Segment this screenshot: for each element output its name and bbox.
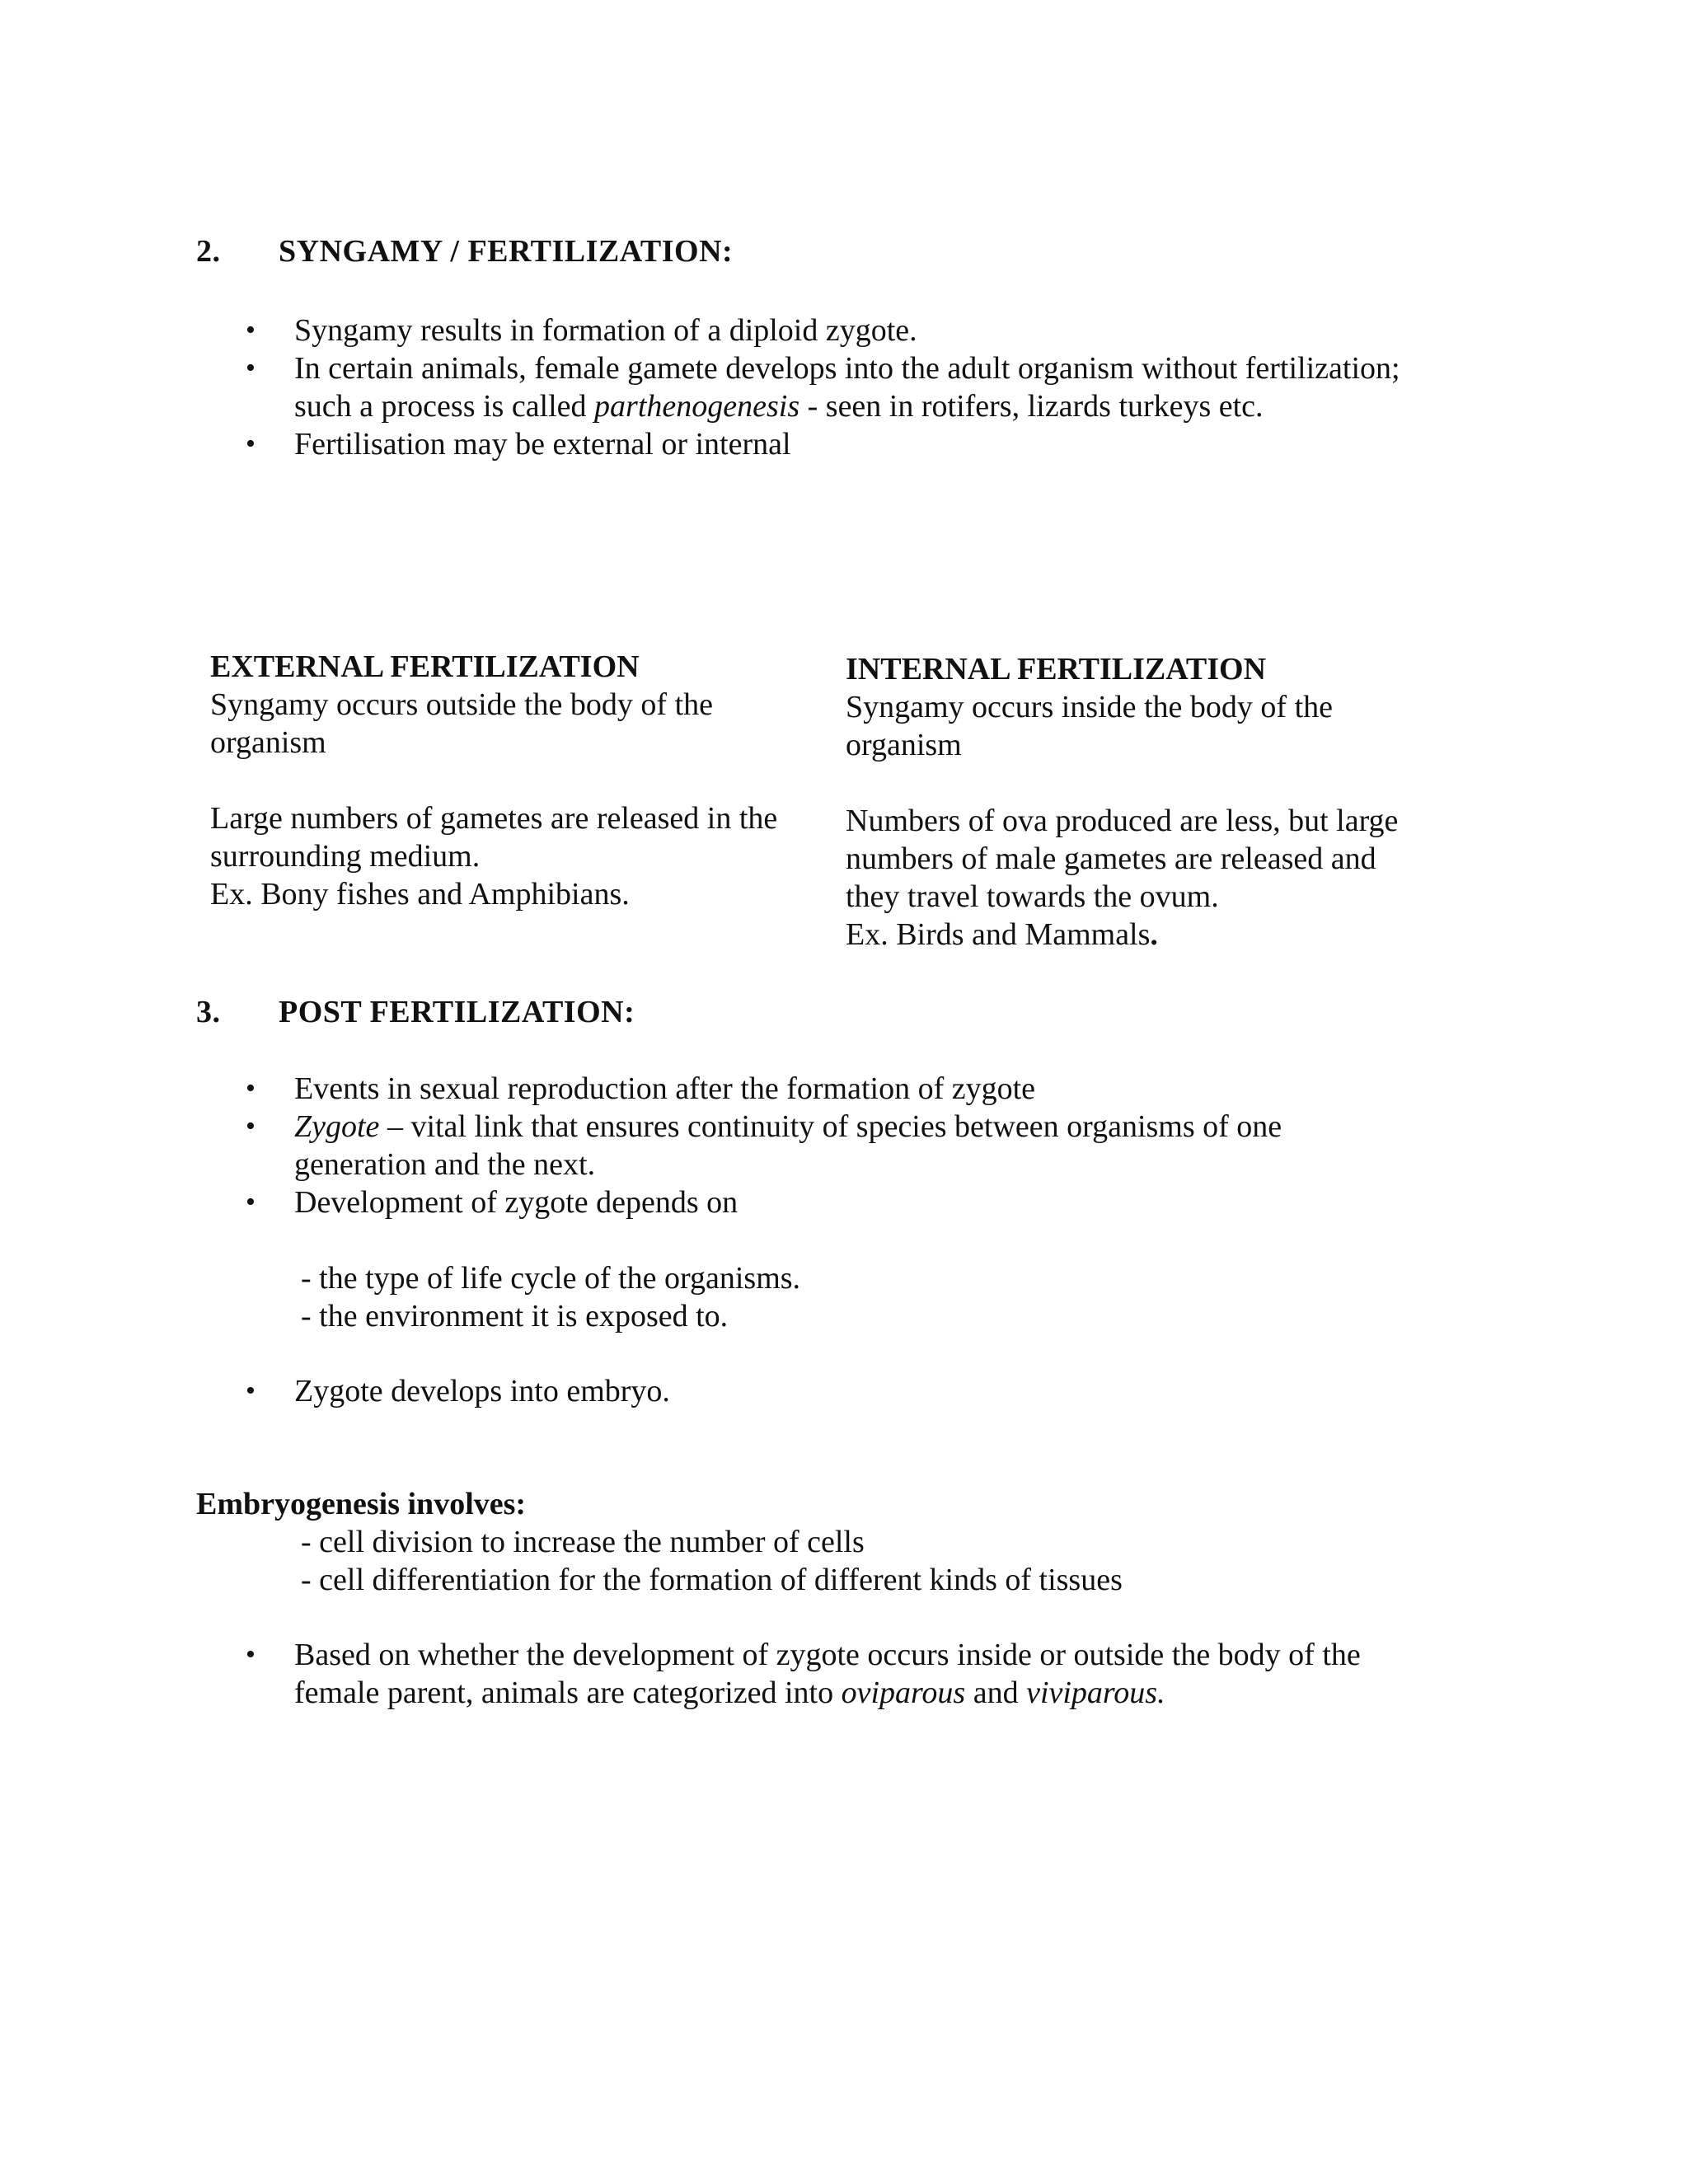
list-item — [0, 1183, 1489, 1221]
section-2-bullet-list — [0, 312, 1489, 463]
section-3-bullet-list — [0, 1070, 1489, 1221]
bullet-text: generation and the next. — [294, 1147, 596, 1182]
section-title: SYNGAMY / FERTILIZATION: — [279, 234, 734, 269]
bullet-text: and — [965, 1675, 1027, 1710]
column-text — [846, 916, 1439, 954]
bullet-term: oviparous — [841, 1675, 966, 1710]
embryogenesis-item: - cell differentiation for the formation of different kinds of tissues — [301, 1563, 1123, 1597]
bullet-text: Fertilisation may be external or internal — [294, 427, 791, 462]
bullet-term: viviparous. — [1026, 1675, 1165, 1710]
list-item — [0, 1108, 1489, 1183]
bullet-term: Zygote — [294, 1109, 380, 1144]
bullet-icon: • — [246, 315, 256, 345]
sub-item-life-cycle: - the type of life cycle of the organisms. — [301, 1261, 801, 1296]
column-text: Large numbers of gametes are released in the — [210, 801, 778, 836]
bullet-icon: • — [246, 1639, 256, 1670]
bullet-text: Based on whether the development of zygote occurs inside or outside the body of the — [294, 1638, 1361, 1672]
bullet-icon: • — [246, 1111, 256, 1141]
bullet-text: female parent, animals are categorized into — [294, 1675, 842, 1710]
external-fertilization-column — [210, 648, 804, 913]
list-item — [0, 349, 1489, 425]
bullet-icon: • — [246, 429, 256, 459]
embryogenesis-heading: Embryogenesis involves: — [196, 1487, 527, 1521]
column-text: surrounding medium. — [210, 839, 481, 874]
final-bullet-list — [0, 1636, 1489, 1712]
column-text-end: . — [1150, 917, 1158, 952]
column-title: INTERNAL FERTILIZATION — [846, 652, 1267, 687]
section-3-bullet-list-continued — [0, 1372, 1489, 1410]
bullet-text: Syngamy results in formation of a diploid zygote. — [294, 313, 917, 348]
section-number: 3. — [196, 995, 221, 1029]
bullet-text: Zygote develops into embryo. — [294, 1374, 670, 1408]
internal-fertilization-column — [846, 650, 1439, 954]
list-item — [0, 312, 1489, 349]
section-title: POST FERTILIZATION: — [279, 995, 635, 1029]
bullet-term: parthenogenesis — [594, 389, 800, 424]
column-text: numbers of male gametes are released and — [846, 841, 1376, 876]
column-text: Syngamy occurs inside the body of the — [846, 690, 1334, 724]
column-title: EXTERNAL FERTILIZATION — [210, 649, 640, 684]
bullet-icon: • — [246, 1073, 256, 1104]
bullet-text: – vital link that ensures continuity of species between organisms of one — [379, 1109, 1282, 1144]
column-text: Syngamy occurs outside the body of the — [210, 687, 714, 722]
column-text: organism — [210, 725, 326, 760]
bullet-text: - seen in rotifers, lizards turkeys etc. — [799, 389, 1264, 424]
column-text: Ex. Bony fishes and Amphibians. — [210, 877, 630, 912]
list-item — [0, 1636, 1489, 1712]
column-text: Numbers of ova produced are less, but large — [846, 804, 1399, 838]
list-item — [0, 1070, 1489, 1108]
list-item — [0, 1372, 1489, 1410]
bullet-icon: • — [246, 1187, 256, 1217]
bullet-text: Development of zygote depends on — [294, 1185, 738, 1220]
bullet-text: In certain animals, female gamete develops into the adult organism without fertilization; — [294, 351, 1400, 386]
embryogenesis-item: - cell division to increase the number of cells — [301, 1525, 865, 1559]
list-item — [0, 425, 1489, 463]
column-text: organism — [846, 728, 962, 762]
column-text: they travel towards the ovum. — [846, 879, 1219, 914]
bullet-text: such a process is called — [294, 389, 595, 424]
section-number: 2. — [196, 234, 221, 269]
bullet-text: Events in sexual reproduction after the formation of zygote — [294, 1071, 1036, 1106]
column-text-part: Ex. Birds and Mammals — [846, 917, 1151, 952]
bullet-icon: • — [246, 1376, 256, 1406]
bullet-icon: • — [246, 353, 256, 383]
sub-item-environment: - the environment it is exposed to. — [301, 1299, 729, 1333]
